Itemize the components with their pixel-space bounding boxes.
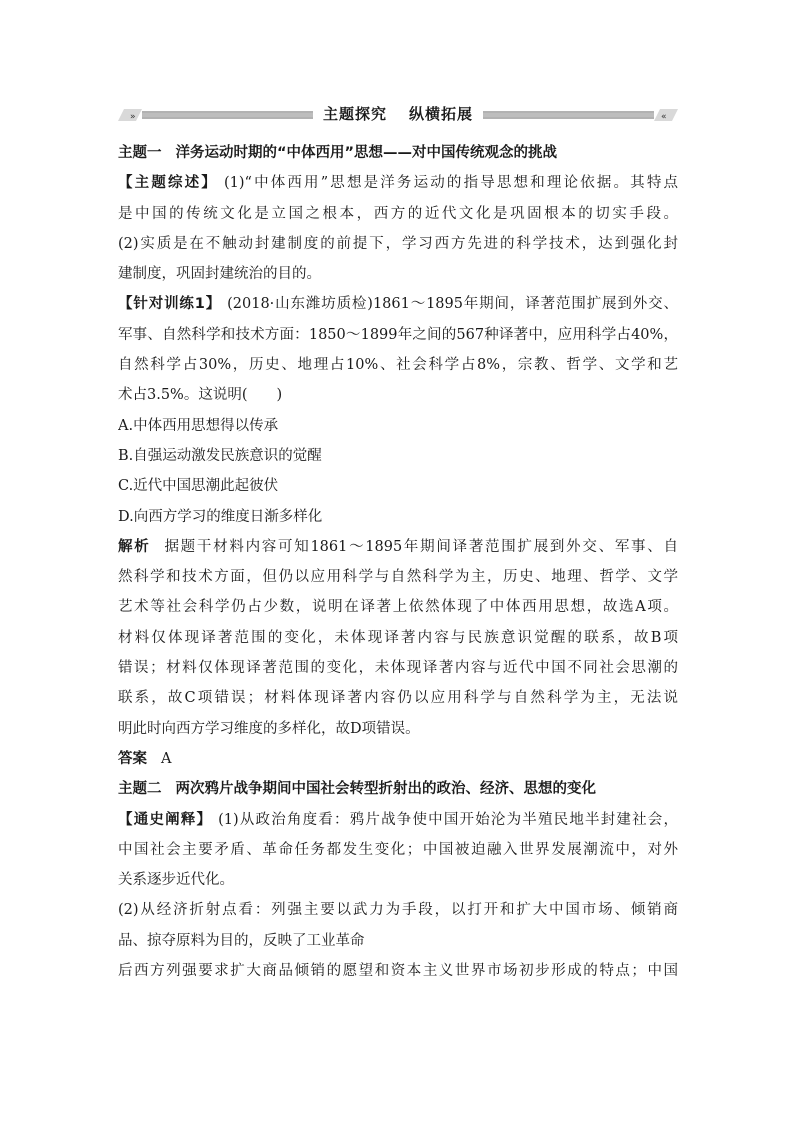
topic2-line2: 中国社会主要矛盾、革命任务都发生变化；中国被迫融入世界发展潮流中，对外 xyxy=(118,841,678,858)
exercise1-option-a: A.中体西用思想得以传承 xyxy=(118,417,279,434)
topic2-label: 主题二 xyxy=(118,781,162,798)
banner-title-part1: 主题探究 xyxy=(322,105,387,123)
analysis-line4: 材料仅体现译著范围的变化，未体现译著内容与民族意识觉醒的联系，故B项 xyxy=(118,629,678,646)
topic2-line5: 品、掠夺原料为目的，反映了工业革命 xyxy=(118,932,365,949)
topic2-line3: 关系逐步近代化。 xyxy=(118,872,234,889)
exercise1-option-c: C.近代中国思潮此起彼伏 xyxy=(118,478,279,495)
topic1-summary-line1 xyxy=(118,168,678,198)
topic1-heading xyxy=(118,138,678,168)
exercise1-option-d: D.向西方学习的维度日渐多样化 xyxy=(118,508,323,525)
analysis-line7: 明此时向西方学习维度的多样化，故D项错误。 xyxy=(118,720,420,737)
exercise1-line2: 军事、自然科学和技术方面：1850～1899年之间的567种译著中，应用科学占40%， xyxy=(118,326,678,343)
topic2-heading xyxy=(118,774,678,804)
topic2-line1 xyxy=(118,805,678,835)
topic2-tag: 【通史阐释】 xyxy=(118,811,213,828)
topic1-summary-line4: 建制度，巩固封建统治的目的。 xyxy=(118,266,321,283)
topic1-title: 洋务运动时期的“中体西用”思想——对中国传统观念的挑战 xyxy=(175,145,558,161)
section-banner xyxy=(118,103,678,127)
answer-value: A xyxy=(161,750,172,767)
topic1-summary-tag: 【主题综述】 xyxy=(118,175,218,192)
topic1-label: 主题一 xyxy=(118,145,162,161)
banner-title xyxy=(118,103,678,125)
exercise1-line3: 自然科学占30%，历史、地理占10%、社会科学占8%，宗教、哲学、文学和艺 xyxy=(118,357,678,374)
topic1-summary-line2: 是中国的传统文化是立国之根本，西方的近代文化是巩固根本的切实手段。 xyxy=(118,205,678,222)
exercise1-option-b: B.自强运动激发民族意识的觉醒 xyxy=(118,447,322,464)
content-body xyxy=(118,138,678,986)
exercise1-line1 xyxy=(118,289,678,319)
analysis-line3: 艺术等社会科学仍占少数，说明在译著上依然体现了中体西用思想，故选A项。 xyxy=(118,599,678,616)
topic2-text1: (1)从政治角度看：鸦片战争使中国开始沦为半殖民地半封建社会， xyxy=(218,811,678,828)
topic2-line6: 后西方列强要求扩大商品倾销的愿望和资本主义世界市场初步形成的特点；中国 xyxy=(118,963,678,980)
analysis-line5: 错误；材料仅体现译著范围的变化，未体现译著内容与近代中国不同社会思潮的 xyxy=(118,660,678,677)
exercise1-tag: 【针对训练1】 xyxy=(118,296,222,313)
svg-text:«: « xyxy=(661,112,667,122)
answer-label: 答案 xyxy=(118,750,147,767)
topic1-summary-text1: (1)“中体西用”思想是洋务运动的指导思想和理论依据。其特点 xyxy=(223,175,678,192)
topic2-title: 两次鸦片战争期间中国社会转型折射出的政治、经济、思想的变化 xyxy=(175,781,596,798)
analysis-line2: 然科学和技术方面，但仍以应用科学与自然科学为主，历史、地理、哲学、文学 xyxy=(118,569,678,586)
analysis-label: 解析 xyxy=(118,538,151,555)
banner-title-part2: 纵横拓展 xyxy=(409,105,474,123)
topic1-summary-line3: (2)实质是在不触动封建制度的前提下，学习西方先进的科学技术，达到强化封 xyxy=(118,235,678,252)
exercise1-text1: (2018·山东潍坊质检)1861～1895年期间，译著范围扩展到外交、 xyxy=(227,296,678,313)
analysis-text1: 据题干材料内容可知1861～1895年期间译著范围扩展到外交、军事、自 xyxy=(164,538,678,555)
svg-text:»: » xyxy=(130,112,136,122)
analysis-line6: 联系，故C项错误；材料体现译著内容仍以应用科学与自然科学为主，无法说 xyxy=(118,690,678,707)
analysis-line1 xyxy=(118,532,678,562)
topic2-line4: (2)从经济折射点看：列强主要以武力为手段，以打开和扩大中国市场、倾销商 xyxy=(118,902,678,919)
exercise1-line4: 术占3.5%。这说明( ) xyxy=(118,387,283,404)
answer-line xyxy=(118,744,678,774)
